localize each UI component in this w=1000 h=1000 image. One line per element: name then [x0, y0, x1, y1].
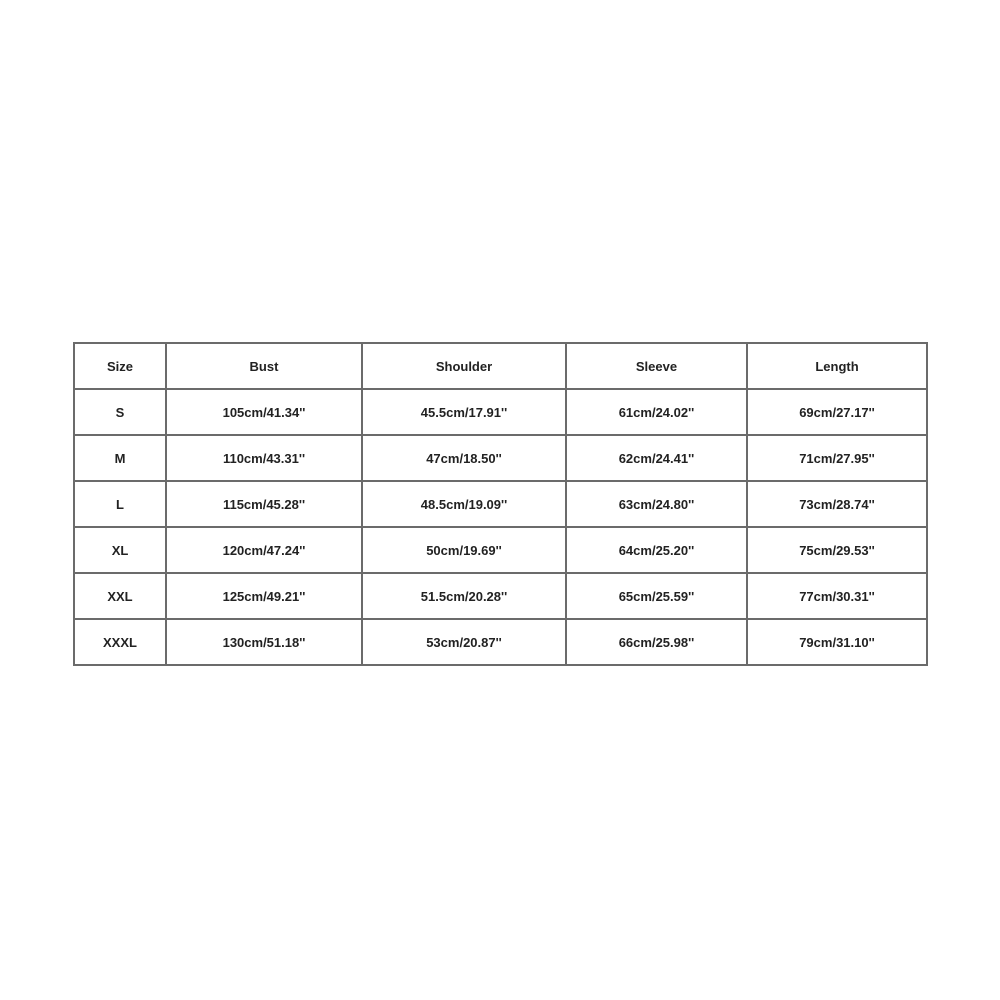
cell-size: XXXL	[74, 619, 166, 665]
cell-shoulder: 45.5cm/17.91''	[362, 389, 566, 435]
header-shoulder: Shoulder	[362, 343, 566, 389]
cell-length: 69cm/27.17''	[747, 389, 927, 435]
cell-size: L	[74, 481, 166, 527]
cell-bust: 120cm/47.24''	[166, 527, 362, 573]
cell-shoulder: 51.5cm/20.28''	[362, 573, 566, 619]
size-chart-table	[73, 342, 928, 666]
cell-sleeve: 65cm/25.59''	[566, 573, 747, 619]
cell-shoulder: 50cm/19.69''	[362, 527, 566, 573]
cell-sleeve: 66cm/25.98''	[566, 619, 747, 665]
cell-size: M	[74, 435, 166, 481]
cell-length: 79cm/31.10''	[747, 619, 927, 665]
cell-length: 71cm/27.95''	[747, 435, 927, 481]
cell-shoulder: 48.5cm/19.09''	[362, 481, 566, 527]
table-row	[74, 435, 927, 481]
table-row	[74, 527, 927, 573]
cell-sleeve: 62cm/24.41''	[566, 435, 747, 481]
cell-length: 77cm/30.31''	[747, 573, 927, 619]
cell-bust: 125cm/49.21''	[166, 573, 362, 619]
header-size: Size	[74, 343, 166, 389]
cell-bust: 115cm/45.28''	[166, 481, 362, 527]
cell-length: 75cm/29.53''	[747, 527, 927, 573]
cell-sleeve: 61cm/24.02''	[566, 389, 747, 435]
table-header-row	[74, 343, 927, 389]
cell-length: 73cm/28.74''	[747, 481, 927, 527]
cell-bust: 105cm/41.34''	[166, 389, 362, 435]
cell-shoulder: 47cm/18.50''	[362, 435, 566, 481]
cell-shoulder: 53cm/20.87''	[362, 619, 566, 665]
cell-bust: 130cm/51.18''	[166, 619, 362, 665]
cell-size: S	[74, 389, 166, 435]
header-bust: Bust	[166, 343, 362, 389]
table-row	[74, 573, 927, 619]
table-row	[74, 619, 927, 665]
cell-sleeve: 63cm/24.80''	[566, 481, 747, 527]
cell-size: XL	[74, 527, 166, 573]
cell-bust: 110cm/43.31''	[166, 435, 362, 481]
table-row	[74, 389, 927, 435]
header-sleeve: Sleeve	[566, 343, 747, 389]
cell-sleeve: 64cm/25.20''	[566, 527, 747, 573]
header-length: Length	[747, 343, 927, 389]
cell-size: XXL	[74, 573, 166, 619]
table-row	[74, 481, 927, 527]
